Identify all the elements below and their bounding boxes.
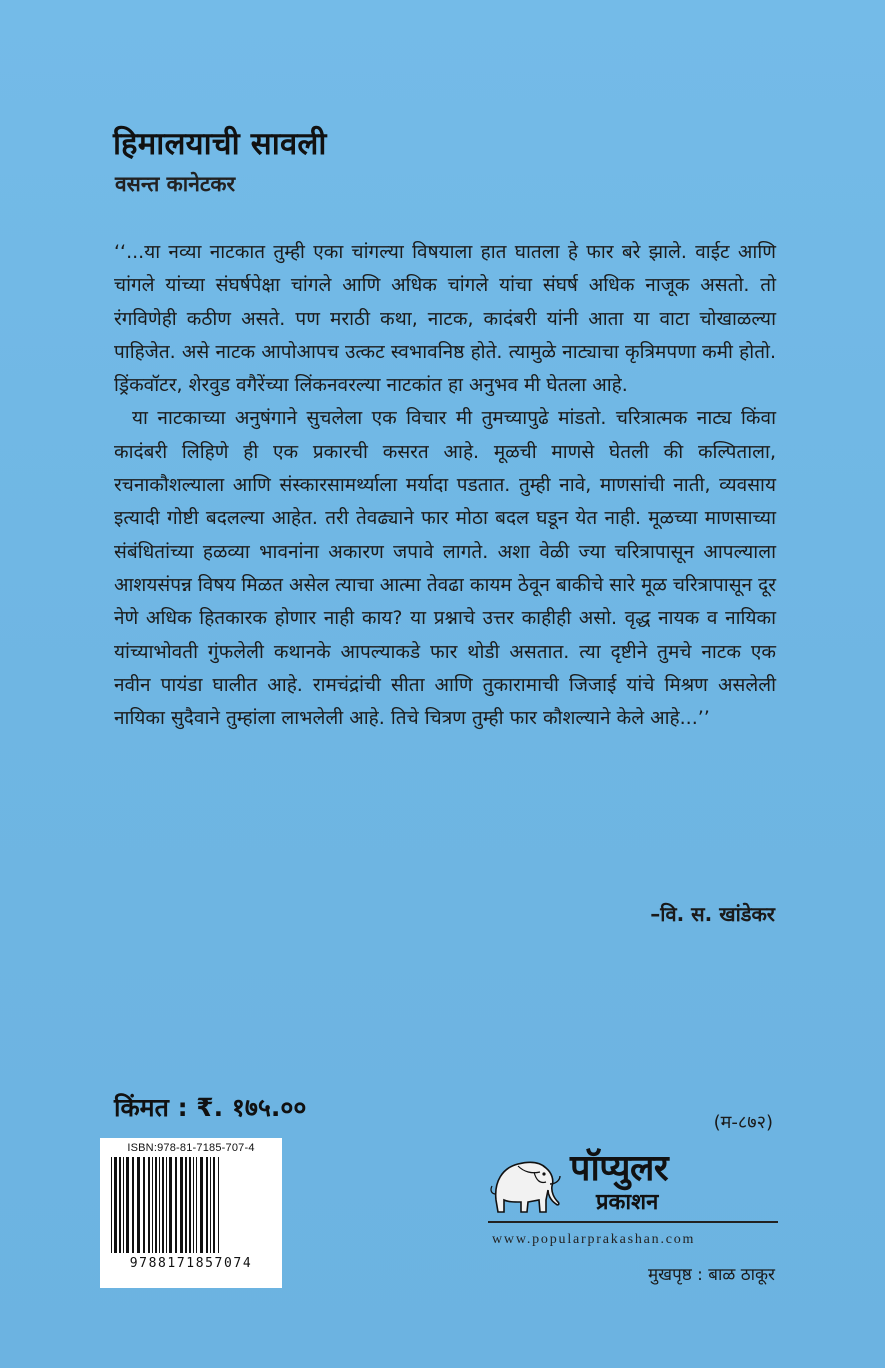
blurb-paragraph-1: ‘‘...या नव्या नाटकात तुम्ही एका चांगल्या विषयाला हात घातला हे फार बरे झाले. वाईट आणि चांगले यांच्या संघर्षपेक्षा चांगले आणि अधिक चांगले यांचा संघर्ष अधिक नाजूक असतो. तो रंगविणेही कठीण असते. पण मराठी कथा, नाटक, कादंबरी यांनी आता या वाटा चोखाळल्या पाहिजेत. असे नाटक आपोआपच उत्कट स्वभावनिष्ठ होते. त्यामुळे नाट्याचा कृत्रिमपणा कमी होतो. ड्रिंकवॉटर, शेरवुड वगैरेंच्या लिंकनवरल्या नाटकांत हा अनुभव मी घेतला आहे. [114,241,776,397]
elephant-icon [488,1142,566,1220]
publisher-website: www.popularprakashan.com [492,1232,696,1247]
publisher-logo [488,1142,778,1224]
publisher-subtitle: प्रकाशन [596,1190,659,1215]
isbn-barcode [100,1138,282,1288]
blurb [114,236,776,735]
book-title: हिमालयाची सावली [113,126,327,162]
barcode-digits: 9788171857074 [129,1256,253,1271]
barcode-icon [107,1157,275,1255]
logo-divider [488,1221,778,1223]
cover-credit: मुखपृष्ठ : बाळ ठाकूर [648,1265,775,1285]
series-code: (म-८७२) [713,1112,773,1133]
blurb-signature: –वि. स. खांडेकर [650,902,775,926]
price-label: किंमत : ₹. १७५.०० [114,1093,307,1122]
isbn-number: ISBN:978-81-7185-707-4 [127,1142,255,1154]
blurb-paragraph-2: या नाटकाच्या अनुषंगाने सुचलेला एक विचार मी तुमच्यापुढे मांडतो. चरित्रात्मक नाट्य किंवा कादंबरी लिहिणे ही एक प्रकारची कसरत आहे. मूळची माणसे घेतली की कल्पिताला, रचनाकौशल्याला आणि संस्कारसामर्थ्याला मर्यादा पडतात. तुम्ही नावे, माणसांची नाती, व्यवसाय इत्यादी गोष्टी बदलल्या आहेत. तरी तेवढ्याने फार मोठा बदल घडून येत नाही. मूळच्या माणसाच्या संबंधितांच्या हळव्या भावनांना अकारण जपावे लागते. अशा वेळी ज्या चरित्रापासून आपल्याला आशयसंपन्न विषय मिळत असेल त्याचा आत्मा तेवढा कायम ठेवून बाकीचे सारे मूळ चरित्रापासून दूर नेणे अधिक हितकारक होणार नाही काय? या प्रश्नाचे उत्तर काहीही असो. वृद्ध नायक व नायिका यांच्याभोवती गुंफलेली कथानके आपल्याकडे फार थोडी असतात. त्या दृष्टीने तुमचे नाटक एक नवीन पायंडा घालीत आहे. रामचंद्रांची सीता आणि तुकारामाची जिजाई यांचे मिश्रण असलेली नायिका सुदैवाने तुम्हांला लाभलेली आहे. तिचे चित्रण तुम्ही फार कौशल्याने केले आहे...’’ [114,407,776,730]
publisher-name: पॉप्युलर [570,1148,669,1189]
book-author: वसन्त कानेटकर [115,172,236,196]
